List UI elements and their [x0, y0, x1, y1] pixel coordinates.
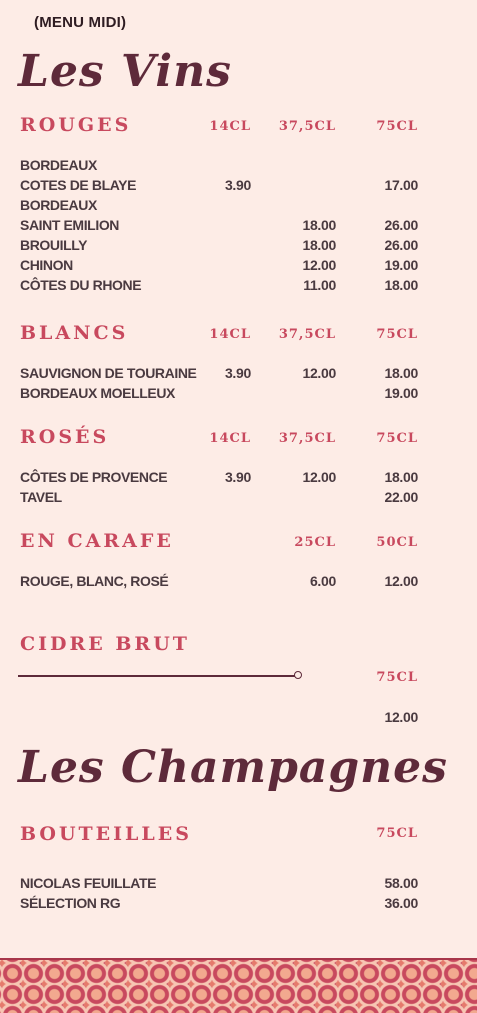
champagne-name: SÉLECTION RG — [20, 895, 121, 911]
circle-end-icon — [294, 671, 302, 679]
col-header-14cl: 14CL — [209, 431, 251, 446]
col-header-50cl: 50CL — [376, 535, 418, 550]
price-37cl: 12.00 — [302, 365, 336, 381]
floral-pattern-band — [0, 958, 477, 1013]
price-75cl: 12.00 — [384, 709, 418, 725]
wine-name: SAINT EMILION — [20, 217, 120, 233]
col-header-75cl: 75CL — [376, 670, 418, 685]
col-header-37cl: 37,5CL — [278, 119, 336, 134]
section-title-rouges: ROUGES — [20, 114, 132, 136]
price-50cl: 12.00 — [384, 573, 418, 589]
price-75cl: 26.00 — [384, 237, 418, 253]
price-75cl: 58.00 — [384, 875, 418, 891]
col-header-14cl: 14CL — [209, 119, 251, 134]
section-title-carafe: EN CARAFE — [20, 530, 174, 552]
price-75cl: 36.00 — [384, 895, 418, 911]
wine-name: BORDEAUX MOELLEUX — [20, 385, 175, 401]
wine-name: ROUGE, BLANC, ROSÉ — [20, 573, 169, 589]
section-title-blancs: BLANCS — [20, 322, 129, 344]
line-with-circle-end-icon — [18, 675, 296, 677]
price-37cl: 18.00 — [302, 217, 336, 233]
price-75cl: 17.00 — [384, 177, 418, 193]
section-title-cidre: CIDRE BRUT — [20, 633, 190, 655]
price-75cl: 19.00 — [384, 385, 418, 401]
price-75cl: 18.00 — [384, 365, 418, 381]
wines-title: Les Vins — [18, 46, 232, 97]
menu-label: (MENU MIDI) — [34, 14, 127, 31]
price-37cl: 18.00 — [302, 237, 336, 253]
section-title-bouteilles: BOUTEILLES — [20, 823, 192, 845]
price-37cl: 12.00 — [302, 257, 336, 273]
col-header-75cl: 75CL — [376, 327, 418, 342]
wine-name: CHINON — [20, 257, 73, 273]
col-header-75cl: 75CL — [376, 826, 418, 841]
col-header-37cl: 37,5CL — [278, 431, 336, 446]
price-75cl: 22.00 — [384, 489, 418, 505]
price-75cl: 18.00 — [384, 277, 418, 293]
price-75cl: 19.00 — [384, 257, 418, 273]
price-75cl: 26.00 — [384, 217, 418, 233]
col-header-37cl: 37,5CL — [278, 327, 336, 342]
col-header-75cl: 75CL — [376, 431, 418, 446]
wine-name: SAUVIGNON DE TOURAINE — [20, 365, 197, 381]
price-14cl: 3.90 — [224, 177, 251, 193]
price-14cl: 3.90 — [224, 365, 251, 381]
wine-name: COTES DE BLAYE — [20, 177, 137, 193]
price-75cl: 18.00 — [384, 469, 418, 485]
wine-name: CÔTES DE PROVENCE — [20, 469, 168, 485]
champagnes-title: Les Champagnes — [18, 742, 448, 793]
price-37cl: 11.00 — [303, 277, 336, 293]
price-14cl: 3.90 — [224, 469, 251, 485]
wine-name: CÔTES DU RHONE — [20, 277, 142, 293]
section-title-roses: ROSÉS — [20, 426, 110, 448]
price-25cl: 6.00 — [309, 573, 336, 589]
col-header-75cl: 75CL — [376, 119, 418, 134]
wine-name: TAVEL — [20, 489, 62, 505]
wine-name: BROUILLY — [20, 237, 88, 253]
wine-name: BORDEAUX — [20, 197, 97, 213]
champagne-name: NICOLAS FEUILLATE — [20, 875, 157, 891]
price-37cl: 12.00 — [302, 469, 336, 485]
wine-name: BORDEAUX — [20, 157, 97, 173]
col-header-25cl: 25CL — [294, 535, 336, 550]
col-header-14cl: 14CL — [209, 327, 251, 342]
